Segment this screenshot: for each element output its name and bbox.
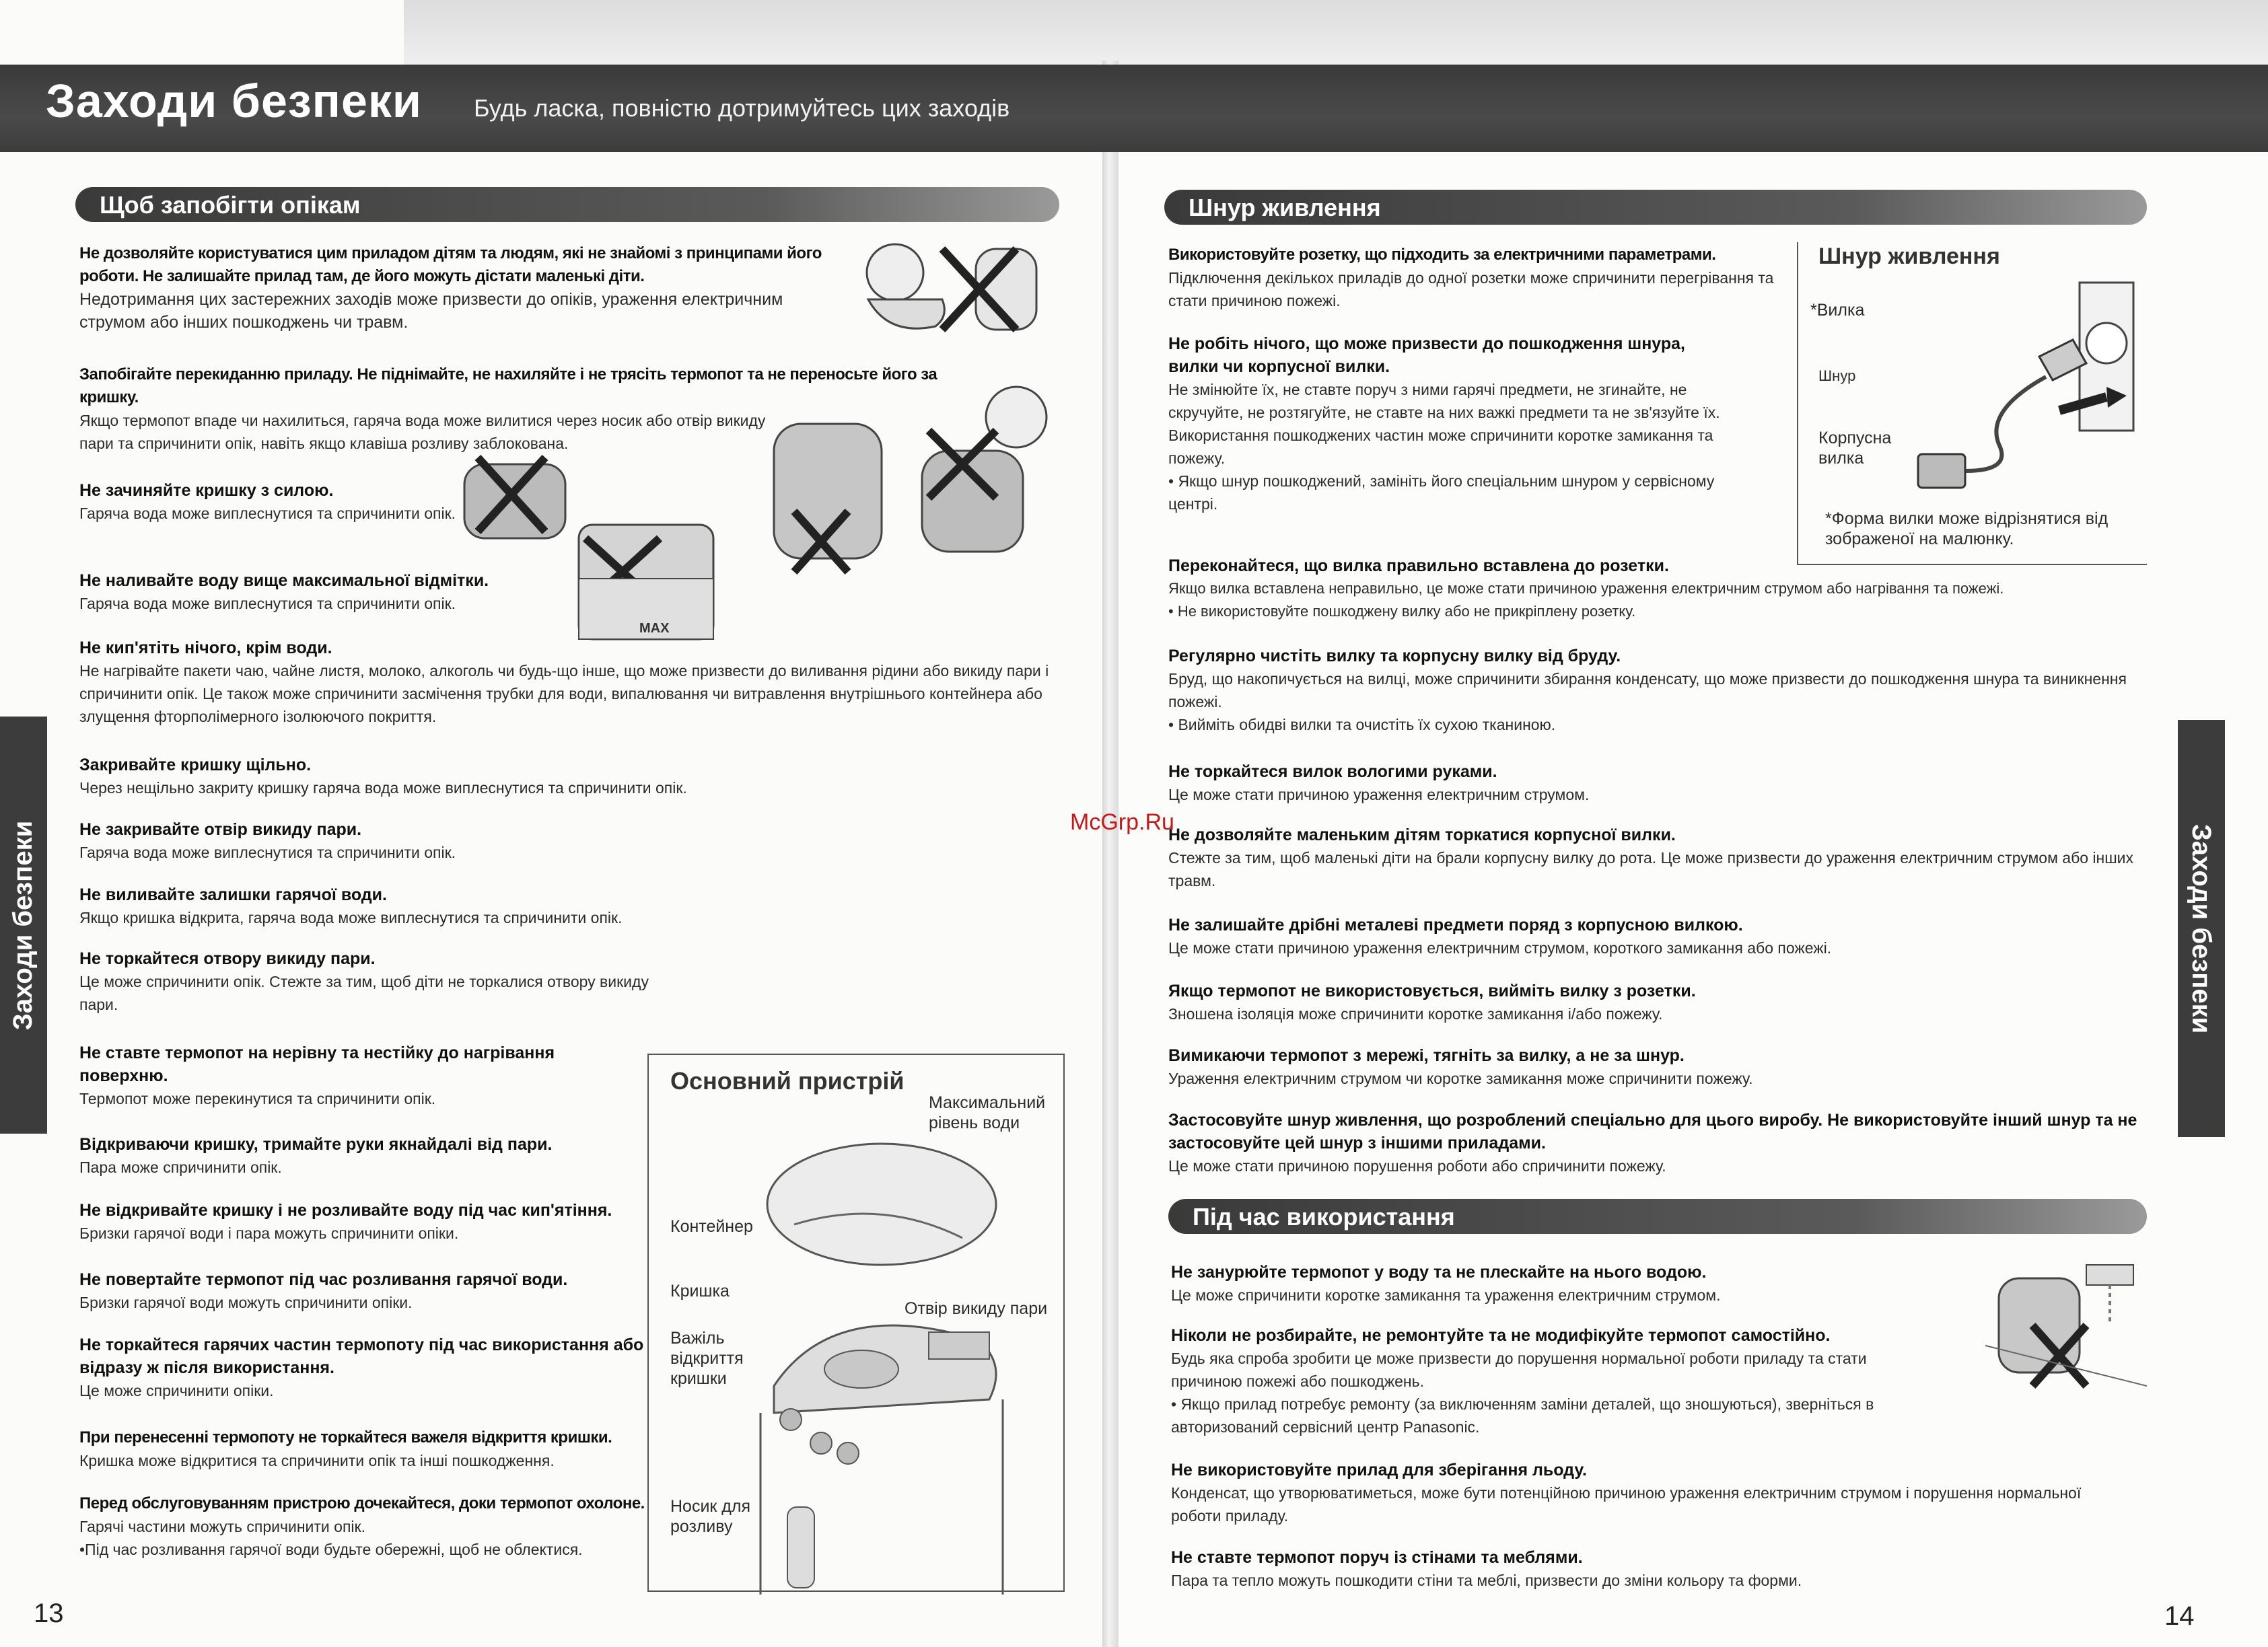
water-warning-illustration xyxy=(1985,1251,2147,1393)
label-plug: *Вилка xyxy=(1810,301,1865,320)
page-edge xyxy=(404,0,2268,65)
book-spine xyxy=(1102,61,1119,1647)
burns-item-2: Запобігайте перекиданню приладу. Не піднімайте, не нахиляйте і не трясіть термопот та не переносьте його за кришку. Якщо термопот впаде чи нахилиться, гаряча вода може вилитися через носик або отвір викиду пари та спричинити опік, навіть якщо клавіша розливу заблокована. xyxy=(79,365,937,452)
burns-item-12: Не відкривайте кришку і не розливайте воду під час кип'ятіння. Бризки гарячої води і пара можуть спричинити опіки. xyxy=(79,1201,612,1242)
side-tab-right: Заходи безпеки xyxy=(2178,720,2225,1137)
pots-warning-illustration xyxy=(458,377,1077,659)
cord-item-3: Переконайтеся, що вилка правильно вставлена до розетки. Якщо вилка вставлена неправильно, це може стати причиною ураження електричним струмом або нагрівання та пожежі. • Не використовуйте пошкоджену вилку або не прикріплену розетку. xyxy=(1168,556,2004,620)
burns-item-6: Закривайте кришку щільно. Через нещільно закриту кришку гаряча вода може виплеснутися та спричинити опік. xyxy=(79,756,687,797)
cord-item-9: Вимикаючи термопот з мережі, тягніть за вилку, а не за шнур. Ураження електричним струмом чи коротке замикання може спричинити пожежу. xyxy=(1168,1046,1753,1087)
label-lid-lever: Важіль відкриття кришки xyxy=(670,1329,744,1388)
page-subtitle: Будь ласка, повністю дотримуйтесь цих заходів xyxy=(474,94,1010,122)
burns-item-15: При перенесенні термопоту не торкайтеся важеля відкриття кришки. Кришка може відкритися та спричинити опік та інші пошкодження. xyxy=(79,1428,612,1469)
main-unit-illustration xyxy=(747,1130,1057,1595)
burns-item-7: Не закривайте отвір викиду пари. Гаряча вода може виплеснутися та спричинити опік. xyxy=(79,820,456,861)
power-cord-box-title: Шнур живлення xyxy=(1818,244,2000,269)
label-body-plug: Корпусна вилка xyxy=(1818,429,1892,468)
side-tab-left: Заходи безпеки xyxy=(0,717,47,1134)
burns-item-1: Не дозволяйте користуватися цим приладом дітям та людям, які не знайомі з принципами його роботи. Не залишайте прилад там, де його можуть дістати маленькі діти. Недотримання цих застережних заходів може призвести до опіків, ураження електричним струмом або інших пошкоджень чи травм. xyxy=(79,244,822,332)
cord-item-6: Не дозволяйте маленьким дітям торкатися корпусної вилки. Стежте за тим, щоб маленькі діти на брали корпусну вилку до рота. Це може призвести до ураження електричним струмом або інших травм. xyxy=(1168,826,2134,889)
label-spout: Носик для розливу xyxy=(670,1497,751,1536)
cord-item-7: Не залишайте дрібні металеві предмети поряд з корпусною вилкою. Це може стати причиною ураження електричним струмом, короткого замикання або пожежі. xyxy=(1168,916,1832,957)
burns-item-8: Не виливайте залишки гарячої води. Якщо кришка відкрита, гаряча вода може виплеснутися та спричинити опік. xyxy=(79,885,623,926)
cord-item-5: Не торкайтеся вилок вологими руками. Це може стати причиною ураження електричним струмом. xyxy=(1168,762,1590,803)
power-cord-illustration xyxy=(1884,276,2140,498)
plug-shape-note: *Форма вилки може відрізнятися від зображеної на малюнку. xyxy=(1825,509,2108,548)
label-container: Контейнер xyxy=(670,1217,753,1236)
watermark: McGrp.Ru xyxy=(1070,809,1174,835)
child-warning-illustration xyxy=(848,235,1050,350)
main-unit-diagram-title: Основний пристрій xyxy=(670,1067,905,1095)
page-title: Заходи безпеки xyxy=(46,75,422,127)
burns-item-3: Не зачиняйте кришку з силою. Гаряча вода може виплеснутися та спричинити опік. xyxy=(79,481,456,522)
label-cord: Шнур xyxy=(1818,367,1856,384)
burns-item-10: Не ставте термопот на нерівну та нестійку до нагрівання поверхню. Термопот може перекинутися та спричинити опік. xyxy=(79,1044,555,1107)
cord-item-8: Якщо термопот не використовується, вийміть вилку з розетки. Зношена ізоляція може спричинити коротке замикання і/або пожежу. xyxy=(1168,982,1696,1023)
use-item-3: Не використовуйте прилад для зберігання льоду. Конденсат, що утворюватиметься, може бути потенційною причиною ураження електричним струмом і порушення нормальної роботи приладу. xyxy=(1171,1461,2082,1525)
burns-item-16: Перед обслуговуванням пристрою дочекайтеся, доки термопот охолоне. Гарячі частини можуть спричинити опік. •Під час розливання гарячої води будьте обережні, щоб не облектися. xyxy=(79,1494,645,1558)
section-title-power-cord: Шнур живлення xyxy=(1164,190,2147,225)
cord-item-4: Регулярно чистіть вилку та корпусну вилку від бруду. Бруд, що накопичується на вилці, може спричинити збирання конденсату, що може призвести до пошкодження шнура та виникнення пожежі. • Вийміть обидві вилки та очистіть їх сухою тканиною. xyxy=(1168,647,2127,733)
label-steam-vent: Отвір викиду пари xyxy=(905,1299,1048,1318)
burns-item-14: Не торкайтеся гарячих частин термопоту під час використання або відразу ж після використання. Це може спричинити опіки. xyxy=(79,1335,644,1399)
burns-item-9: Не торкайтеся отвору викиду пари. Це може спричинити опік. Стежте за тим, щоб діти не торкалися отвору викиду пари. xyxy=(79,949,649,1013)
burns-item-4: Не наливайте воду вище максимальної відмітки. Гаряча вода може виплеснутися та спричинити опік. xyxy=(79,571,489,612)
cord-item-1: Використовуйте розетку, що підходить за електричними параметрами. Підключення декількох приладів до одної розетки може спричинити перегрівання та стати причиною пожежі. xyxy=(1168,246,1774,309)
use-item-1: Не занурюйте термопот у воду та не плескайте на нього водою. Це може спричинити коротке замикання та ураження електричним струмом. xyxy=(1171,1263,1721,1304)
page-number-left: 13 xyxy=(34,1599,64,1628)
use-item-4: Не ставте термопот поруч із стінами та меблями. Пара та тепло можуть пошкодити стіни та меблі, призвести до зміни кольору та форми. xyxy=(1171,1548,1802,1589)
max-mark-text: MAX xyxy=(639,621,670,636)
burns-item-5: Не кип'ятіть нічого, крім води. Не нагрівайте пакети чаю, чайне листя, молоко, алкоголь чи будь-що інше, що може призвести до виливання рідини або викиду пари і спричинити опік. Це також може спричинити засмічення трубки для води, випалювання чи витравлення внутрішнього контейнера або злущення фторполімерного ізолюючого покриття. xyxy=(79,638,1049,725)
section-title-burns: Щоб запобігти опікам xyxy=(75,187,1059,222)
label-max-level: Максимальний рівень води xyxy=(929,1093,1046,1132)
section-title-during-use: Під час використання xyxy=(1168,1199,2147,1234)
burns-item-13: Не повертайте термопот під час розливання гарячої води. Бризки гарячої води можуть спричинити опіки. xyxy=(79,1270,568,1311)
label-lid: Кришка xyxy=(670,1282,730,1301)
cord-item-2: Не робіть нічого, що може призвести до пошкодження шнура, вилки чи корпусної вилки. Не змінюйте їх, не ставте поруч з ними гарячі предмети, не згинайте, не скручуйте, не розтягуйте, не ставте на них важкі предмети та не зв'язуйте їх. Використання пошкоджених частин може спричинити коротке замикання та пожежу. • Якщо шнур пошкоджений, замініть його спеціальним шнуром у сервісному центрі. xyxy=(1168,334,1720,513)
cord-item-10: Застосовуйте шнур живлення, що розроблений спеціально для цього виробу. Не використовуйте інший шнур та не застосовуйте цей шнур з іншими приладами. Це може стати причиною порушення роботи або спричинити пожежу. xyxy=(1168,1111,2137,1175)
use-item-2: Ніколи не розбирайте, не ремонтуйте та не модифікуйте термопот самостійно. Будь яка спроба зробити це може призвести до порушення нормальної роботи приладу та стати причиною пожежі або пошкоджень. • Якщо прилад потребує ремонту (за виключенням заміни деталей, що зношуються), зверніться в авторизований сервісний центр Panasonic. xyxy=(1171,1326,1874,1436)
burns-item-11: Відкриваючи кришку, тримайте руки якнайдалі від пари. Пара може спричинити опік. xyxy=(79,1135,553,1176)
page-number-right: 14 xyxy=(2164,1601,2195,1631)
